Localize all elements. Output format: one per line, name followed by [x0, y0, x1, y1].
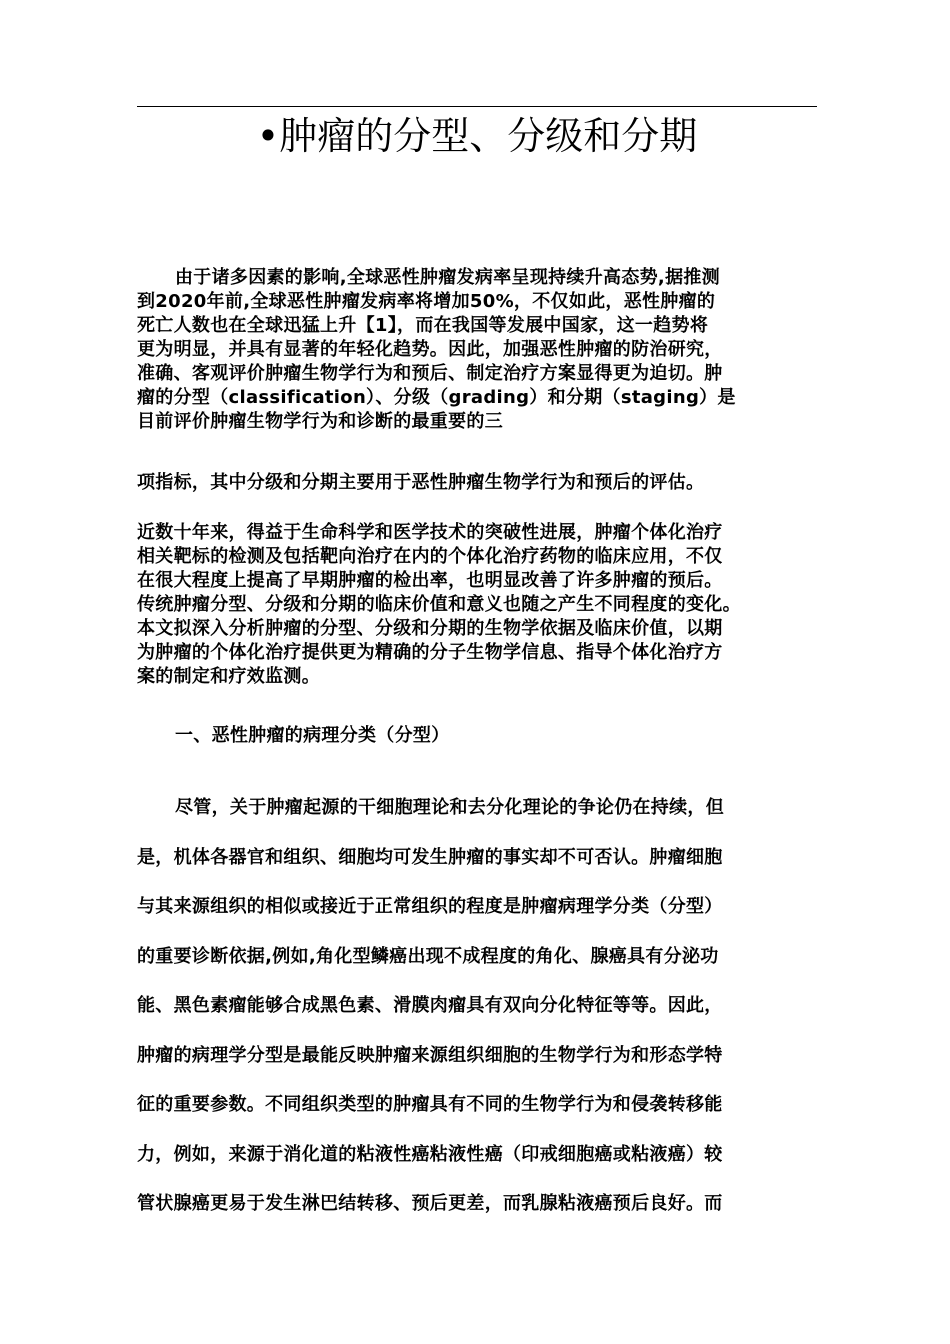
text-line: 瘤的分型（classification）、分级（grading）和分期（staging）是 [137, 387, 736, 408]
text-line: 在很大程度上提高了早期肿瘤的检出率，也明显改善了许多肿瘤的预后。 [137, 570, 723, 591]
text-line: 相关靶标的检测及包括靶向治疗在内的个体化治疗药物的临床应用，不仅 [137, 546, 723, 567]
text-line: 准确、客观评价肿瘤生物学行为和预后、制定治疗方案显得更为迫切。肿 [137, 363, 723, 384]
text-line: 本文拟深入分析肿瘤的分型、分级和分期的生物学依据及临床价值，以期 [137, 618, 723, 639]
progress-paragraph [137, 521, 827, 689]
text-line: 的重要诊断依据,例如,角化型鳞癌出现不成程度的角化、腺癌具有分泌功 [137, 945, 719, 967]
intro-tail-paragraph [137, 471, 827, 495]
intro-paragraph [137, 266, 827, 434]
text-line: 死亡人数也在全球迅猛上升【1】，而在我国等发展中国家，这一趋势将 [137, 315, 709, 336]
text-line: 近数十年来，得益于生命科学和医学技术的突破性进展，肿瘤个体化治疗 [137, 522, 723, 543]
text-line: 项指标，其中分级和分期主要用于恶性肿瘤生物学行为和预后的评估。 [137, 472, 705, 493]
text-line: 能、黑色素瘤能够合成黑色素、滑膜肉瘤具有双向分化特征等等。因此， [137, 995, 723, 1016]
text-line: 力，例如，来源于消化道的粘液性癌粘液性癌（印戒细胞癌或粘液癌）较 [137, 1143, 723, 1165]
text-line: 到2020年前,全球恶性肿瘤发病率将增加50%，不仅如此，恶性肿瘤的 [137, 291, 716, 312]
header-rule [137, 106, 817, 107]
text-line: 案的制定和疗效监测。 [137, 666, 320, 687]
section-paragraph [137, 783, 827, 1229]
text-line: 目前评价肿瘤生物学行为和诊断的最重要的三 [137, 411, 503, 432]
text-line: 为肿瘤的个体化治疗提供更为精确的分子生物学信息、指导个体化治疗方 [137, 642, 723, 663]
text-line: 由于诸多因素的影响,全球恶性肿瘤发病率呈现持续升高态势,据推测 [175, 267, 720, 288]
text-line: 更为明显，并具有显著的年轻化趋势。因此，加强恶性肿瘤的防治研究， [137, 339, 723, 360]
text-line: 与其来源组织的相似或接近于正常组织的程度是肿瘤病理学分类（分型） [137, 896, 723, 917]
text-line: 尽管，关于肿瘤起源的干细胞理论和去分化理论的争论仍在持续，但 [175, 797, 724, 818]
section-heading: 一、恶性肿瘤的病理分类（分型） [175, 725, 450, 746]
page-title: •肿瘤的分型、分级和分期 [256, 114, 698, 158]
text-line: 传统肿瘤分型、分级和分期的临床价值和意义也随之产生不同程度的变化。 [137, 594, 741, 615]
text-line: 征的重要参数。不同组织类型的肿瘤具有不同的生物学行为和侵袭转移能 [137, 1094, 723, 1115]
text-line: 管状腺癌更易于发生淋巴结转移、预后更差，而乳腺粘液癌预后良好。而 [137, 1193, 723, 1214]
text-line: 肿瘤的病理学分型是最能反映肿瘤来源组织细胞的生物学行为和形态学特 [137, 1044, 723, 1066]
text-line: 是，机体各器官和组织、细胞均可发生肿瘤的事实却不可否认。肿瘤细胞 [137, 846, 723, 868]
